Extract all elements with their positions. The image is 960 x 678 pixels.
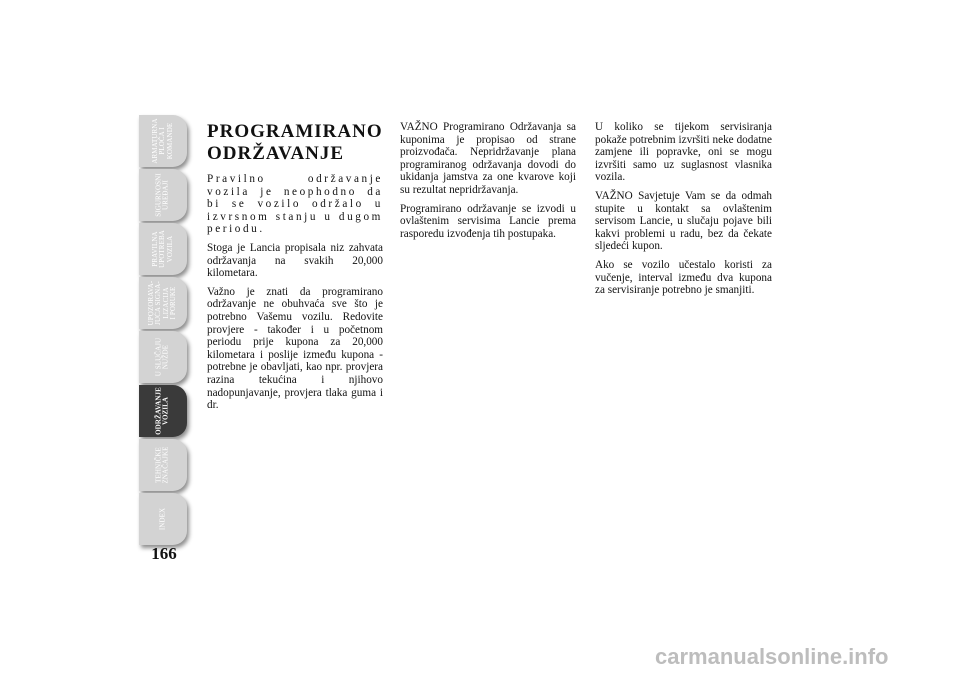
tab-pravilna-upotreba[interactable] [139,223,187,275]
watermark: carmanualsonline.info [655,644,889,669]
text-column-1 [207,121,383,418]
tab-index[interactable] [139,493,187,545]
tab-tehnicke-znacajke[interactable] [139,439,187,491]
tab-label: SIGURNOSNI UREĐAJI [154,173,170,217]
page-title [207,121,383,165]
text-column-2 [400,121,576,246]
paragraph: VAŽNO Savjetuje Vam se da odmah stupite u kontakt sa ovlaštenim servisom Lancie, u slučaju pojave bili kakvi problemi u radu, bez da čekate sljedeći kupon. [595,189,772,253]
page-number: 166 [151,544,177,563]
paragraph: Važno je znati da programirano održavanje ne obuhvaća sve što je potrebno Vašemu vozilu. Redovite provjere - također i u početnom periodu prije kupona za 20,000 kilometara i poslije između kupona - potrebne je obavljati, kao npr. provjera razina tekućina i njihovo nadopunjavanje, provjera tlaka guma i dr. [207,285,383,412]
text-column-3 [595,121,772,303]
paragraph: Ako se vozilo učestalo koristi za vučenje, interval između dva kupona za servisiranje potrebno je smanjiti. [595,258,772,297]
tab-label: INDEX [158,507,167,531]
section-tabs [139,115,187,547]
paragraph: Programirano održavanje se izvodi u ovlaštenim servisima Lancie prema rasporedu izvođenja tih postupaka. [400,202,576,240]
paragraph: Pravilno održavanje vozila je neophodno da bi se vozilo održalo u izvrsnom stanju u dugom periodu. [207,173,383,236]
tab-u-slucaju-nuzde[interactable] [139,331,187,383]
tab-upozoravajuca-signalizacija[interactable] [139,277,187,329]
tab-label: UPOZORAVA- JUĆA SIGNA- LIZACIJA I PORUKE [147,280,178,326]
tab-label: ODRŽAVANJE VOZILA [154,387,170,435]
page-title-line-1: PROGRAMIRANO [207,121,383,142]
paragraph: VAŽNO Programirano Održavanja sa kuponima je propisao od strane proizvođača. Nepridržavanje plana programiranog održavanja dovodi do ukidanja jamstva za one kvarove koji su rezultat nepridržavanja. [400,121,576,196]
tab-label: TEHNIČKE ZNAČAJKE [154,446,170,484]
tab-label: U SLUČAJU NUŽDE [154,337,170,377]
tab-label: PRAVILNA UPOTREBA VOZILA [150,230,174,268]
paragraph: Stoga je Lancia propisala niz zahvata održavanja na svakih 20,000 kilometara. [207,241,383,280]
tab-armaturna-ploca[interactable] [139,115,187,167]
tab-sigurnosni-uredaji[interactable] [139,169,187,221]
page-title-line-2: ODRŽAVANJE [207,143,345,164]
tab-label: ARMATURNA PLOČA I KOMANDE [150,118,174,164]
tab-odrzavanje-vozila[interactable] [139,385,187,437]
paragraph: U koliko se tijekom servisiranja pokaže potrebnim izvršiti neke dodatne zamjene ili popravke, oni se mogu izvršiti samo uz suglasnost vlasnika vozila. [595,121,772,184]
